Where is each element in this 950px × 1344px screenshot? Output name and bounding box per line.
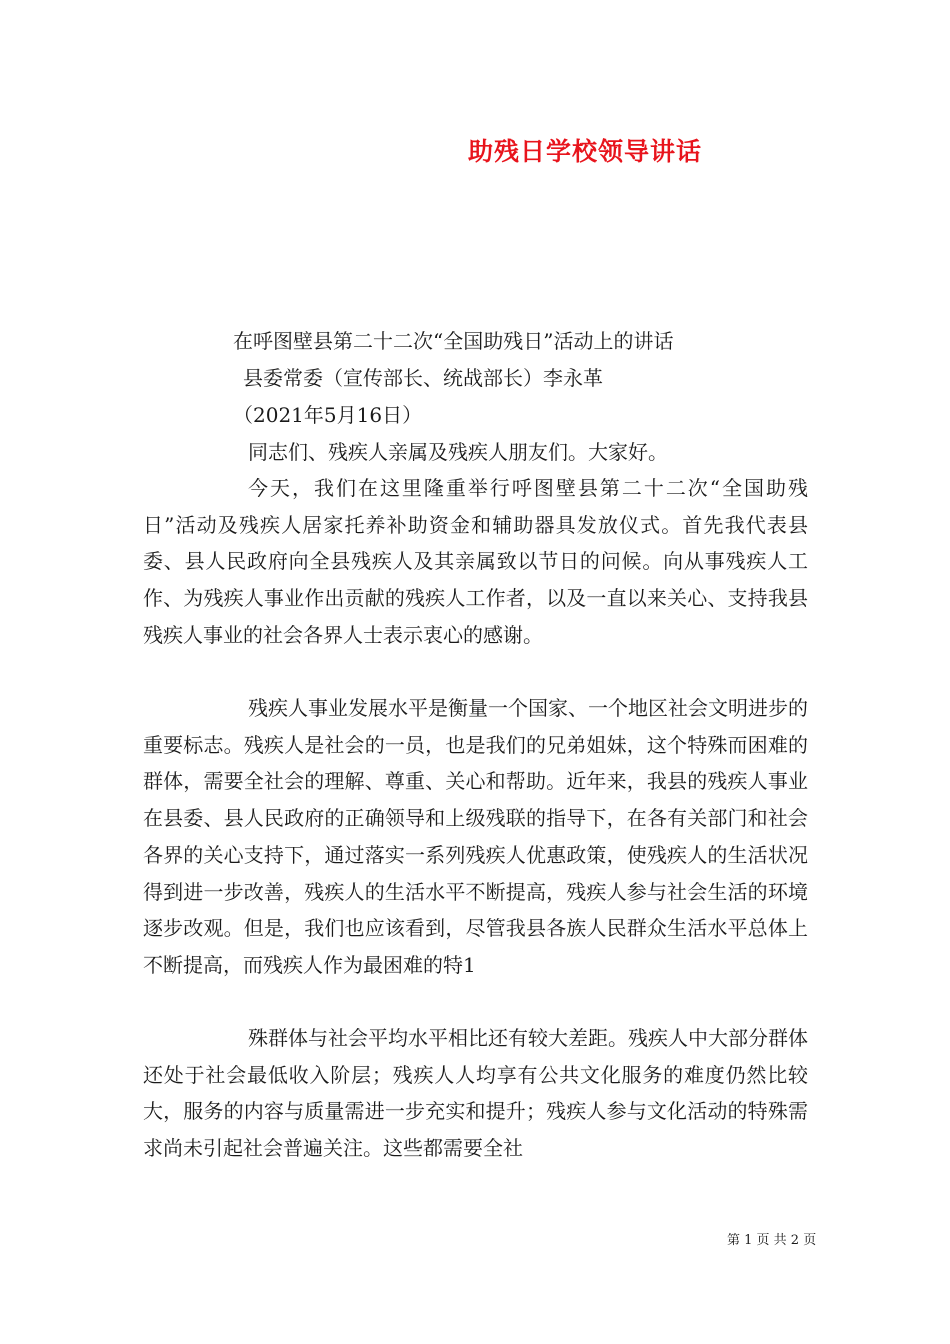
- document-title: 助残日学校领导讲话: [468, 137, 703, 166]
- speaker-line: 县委常委（宣传部长、统战部长）李永革: [243, 366, 603, 390]
- paragraph-gap: 殊群体与社会平均水平相比还有较大差距。残疾人中大部分群体还处于社会最低收入阶层；残疾人人均享有公共文化服务的难度仍然比较大，服务的内容与质量需进一步充实和提升；残疾人参与文化活动的特殊需求尚未引起社会普遍关注。这些都需要全社: [143, 1026, 808, 1161]
- paragraph-development: 残疾人事业发展水平是衡量一个国家、一个地区社会文明进步的重要标志。残疾人是社会的一员，也是我们的兄弟姐妹，这个特殊而困难的群体，需要全社会的理解、尊重、关心和帮助。近年来，我县的残疾人事业在县委、县人民政府的正确领导和上级残联的指导下，在各有关部门和社会各界的关心支持下，通过落实一系列残疾人优惠政策，使残疾人的生活状况得到进一步改善，残疾人的生活水平不断提高，残疾人参与社会生活的环境逐步改观。但是，我们也应该看到，尽管我县各族人民群众生活水平总体上不断提高，而残疾人作为最困难的特1: [143, 696, 808, 977]
- page-number: 第 1 页 共 2 页: [727, 1233, 817, 1248]
- speech-subtitle: 在呼图壁县第二十二次“全国助残日”活动上的讲话: [233, 329, 674, 353]
- greeting-line: 同志们、残疾人亲属及残疾人朋友们。大家好。: [248, 440, 668, 464]
- paragraph-opening: 今天，我们在这里隆重举行呼图壁县第二十二次“全国助残日”活动及残疾人居家托养补助资金和辅助器具发放仪式。首先我代表县委、县人民政府向全县残疾人及其亲属致以节日的问候。向从事残疾人工作、为残疾人事业作出贡献的残疾人工作者，以及一直以来关心、支持我县残疾人事业的社会各界人士表示衷心的感谢。: [143, 476, 808, 647]
- speech-date: （2021年5月16日）: [233, 403, 423, 427]
